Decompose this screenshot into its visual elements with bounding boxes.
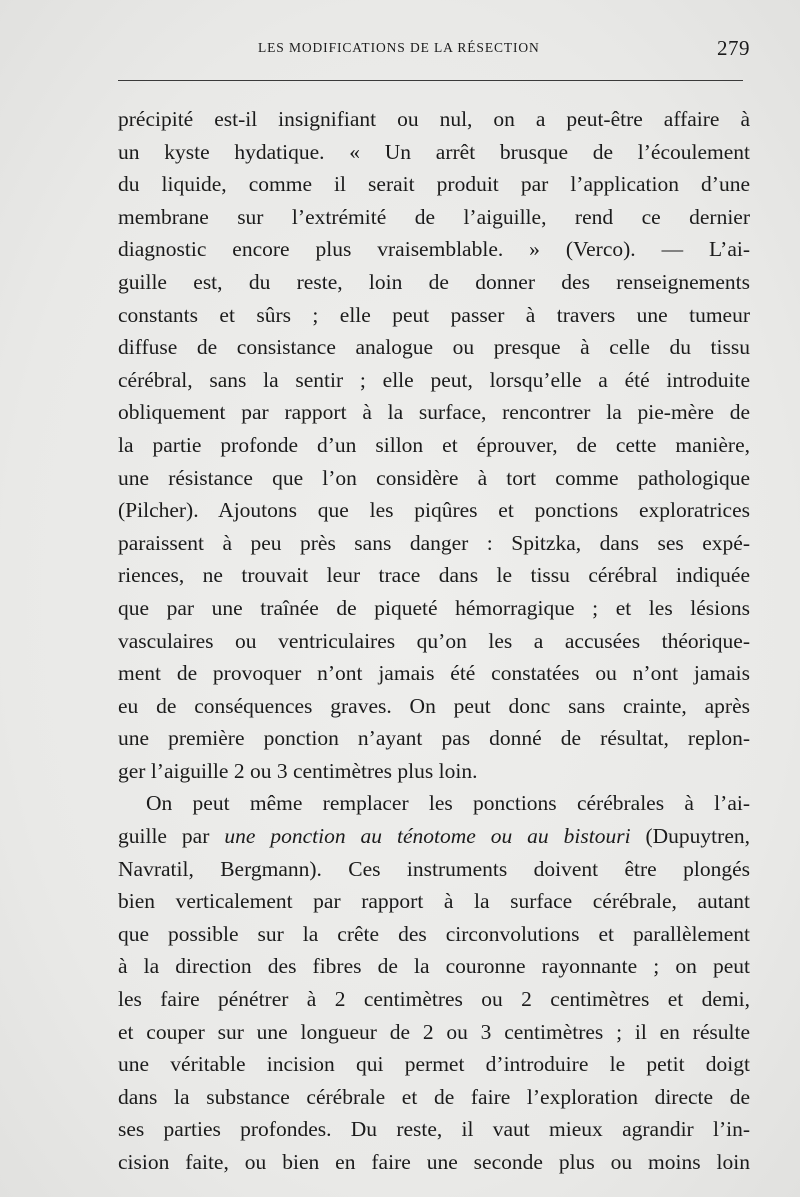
text-line: la partie profonde d’un sillon et éprouver, de cette manière,: [118, 432, 750, 457]
text-line: dans la substance cérébrale et de faire l’exploration directe de: [118, 1084, 750, 1109]
text-line: On peut même remplacer les ponctions cérébrales à l’ai-: [146, 791, 750, 816]
text-line: diffuse de consistance analogue ou presque à celle du tissu: [118, 335, 750, 360]
text-span: guille par: [118, 824, 225, 849]
text-line-with-italic: [118, 820, 750, 853]
text-line: diagnostic encore plus vraisemblable. » (Verco). — L’ai-: [118, 237, 750, 262]
text-line: vasculaires ou ventriculaires qu’on les a accusées théorique-: [118, 628, 750, 653]
text-line: cision faite, ou bien en faire une seconde plus ou moins loin: [118, 1150, 750, 1174]
header-rule: [118, 80, 743, 81]
text-line: cérébral, sans la sentir ; elle peut, lorsqu’elle a été introduite: [118, 367, 750, 392]
text-span: (Dupuytren,: [630, 824, 750, 849]
text-line: que possible sur la crête des circonvolutions et parallèlement: [118, 921, 750, 946]
text-line: Navratil, Bergmann). Ces instruments doivent être plongés: [118, 856, 750, 881]
text-line: eu de conséquences graves. On peut donc sans crainte, après: [118, 693, 750, 718]
text-line: ses parties profondes. Du reste, il vaut mieux agrandir l’in-: [118, 1117, 750, 1142]
text-line: guille est, du reste, loin de donner des renseignements: [118, 269, 750, 294]
text-line: du liquide, comme il serait produit par l’application d’une: [118, 172, 750, 197]
running-head: [118, 38, 750, 64]
text-line: paraissent à peu près sans danger : Spitzka, dans ses expé-: [118, 530, 750, 555]
text-line: et couper sur une longueur de 2 ou 3 centimètres ; il en résulte: [118, 1019, 750, 1044]
text-line: les faire pénétrer à 2 centimètres ou 2 centimètres et demi,: [118, 987, 750, 1012]
text-line: une résistance que l’on considère à tort comme pathologique: [118, 465, 750, 490]
text-line: riences, ne trouvait leur trace dans le tissu cérébral indiquée: [118, 563, 750, 588]
text-line: un kyste hydatique. « Un arrêt brusque de l’écoulement: [118, 139, 750, 164]
text-line: une première ponction n’ayant pas donné de résultat, replon-: [118, 726, 750, 751]
text-line: ger l’aiguille 2 ou 3 centimètres plus loin.: [118, 758, 478, 783]
running-title: LES MODIFICATIONS DE LA RÉSECTION: [258, 40, 540, 55]
paragraph-1: [118, 103, 750, 787]
text-line: une véritable incision qui permet d’introduire le petit doigt: [118, 1052, 750, 1077]
text-line: à la direction des fibres de la couronne rayonnante ; on peut: [118, 954, 750, 979]
text-line: (Pilcher). Ajoutons que les piqûres et ponctions exploratrices: [118, 498, 750, 523]
text-line: que par une traînée de piqueté hémorragique ; et les lésions: [118, 595, 750, 620]
text-line: membrane sur l’extrémité de l’aiguille, rend ce dernier: [118, 204, 750, 229]
text-line: obliquement par rapport à la surface, rencontrer la pie-mère de: [118, 400, 750, 425]
text-line: ment de provoquer n’ont jamais été constatées ou n’ont jamais: [118, 661, 750, 686]
text-line: constants et sûrs ; elle peut passer à travers une tumeur: [118, 302, 750, 327]
italic-phrase: une ponction au ténotome ou au bistouri: [224, 824, 631, 849]
page-number: 279: [717, 36, 750, 60]
paragraph-2: [118, 787, 750, 1178]
body-text: [118, 103, 750, 1179]
text-line: précipité est-il insignifiant ou nul, on a peut-être affaire à: [118, 107, 750, 131]
text-line: bien verticalement par rapport à la surface cérébrale, autant: [118, 889, 750, 914]
